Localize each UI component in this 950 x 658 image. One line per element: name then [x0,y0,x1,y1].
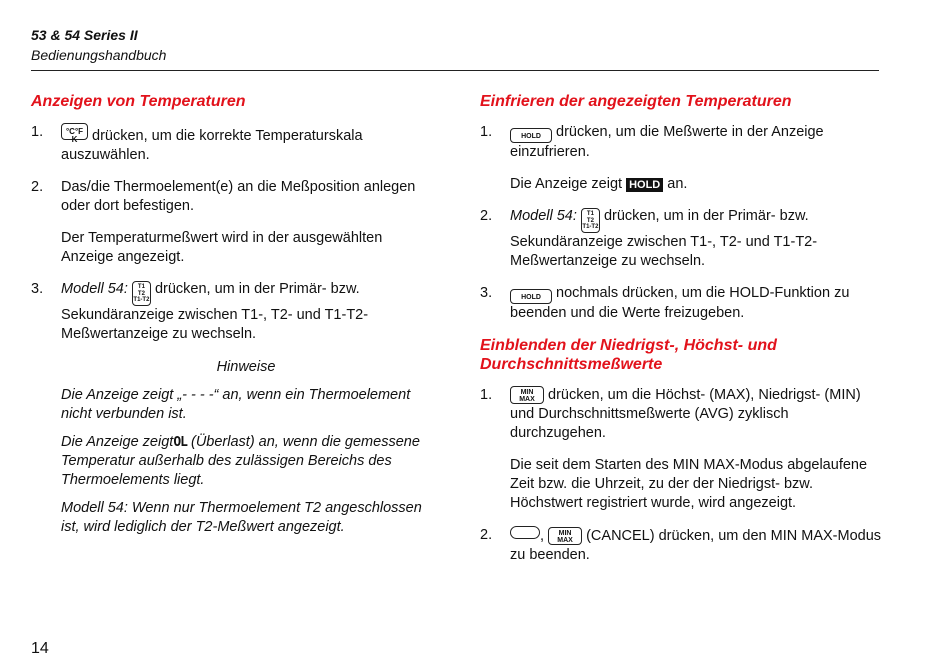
hold-key-icon: HOLD [510,289,552,304]
header-title: 53 & 54 Series II [31,27,138,43]
step-number: 2. [480,208,493,224]
t1-t2-key-icon: T1 T2 T1-T2 [581,208,600,233]
notes-title: Hinweise [216,359,276,375]
page-number: 14 [31,640,49,657]
hold-step-2 [480,207,885,271]
model-label: Modell 54: [510,208,577,224]
section-heading-hold: Einfrieren der angezeigten Temperaturen [480,93,792,110]
min-max-key-icon: MIN MAX [548,527,582,545]
step-number: 3. [480,285,493,301]
hold-step-1-note: Die Anzeige zeigt HOLD an. [510,176,688,192]
note-1: Die Anzeige zeigt „- - - -“ an, wenn ein Thermoelement nicht verbunden ist. [61,387,411,422]
step-text: Das/die Thermoelement(e) an die Meßposition anlegen oder dort befestigen. [61,179,416,214]
hold-step-3 [480,284,885,323]
section-heading-temperatures: Anzeigen von Temperaturen [31,93,246,110]
section-heading-minmax: Einblenden der Niedrigst-, Höchst- und Durchschnittsmeßwerte [480,337,777,373]
minmax-step-1-note: Die seit dem Starten des MIN MAX-Modus abgelaufene Zeit bzw. die Uhrzeit, zu der der Niedrigst- bzw. Höchstwert registriert wurde, wird angezeigt. [510,457,868,511]
step-text: drücken, um in der Primär- bzw. Sekundäranzeige zwischen T1-, T2- und T1-T2-Meßwertanzeige zu wechseln. [510,208,818,269]
blank-oval-key-icon [510,526,540,539]
step-3 [31,280,431,344]
step-2 [31,178,431,216]
note-3: Modell 54: Wenn nur Thermoelement T2 angeschlossen ist, wird lediglich der T2-Meßwert angezeigt. [61,500,422,535]
hold-display-badge: HOLD [626,178,663,192]
right-column [480,92,885,565]
step-2-note: Der Temperaturmeßwert wird in der ausgewählten Anzeige angezeigt. [61,230,383,265]
step-number: 1. [480,124,493,140]
step-text: drücken, um die Meßwerte in der Anzeige einzufrieren. [510,124,824,160]
separator: , [540,528,549,544]
step-number: 2. [480,527,493,543]
step-number: 1. [31,124,44,140]
step-text: nochmals drücken, um die HOLD-Funktion zu beenden und die Werte freizugeben. [510,285,850,321]
minmax-step-1 [480,386,885,443]
hold-step-1 [480,123,885,162]
step-text: (CANCEL) drücken, um den MIN MAX-Modus zu beenden. [510,528,882,563]
step-number: 1. [480,387,493,403]
header-subtitle: Bedienungshandbuch [31,47,167,63]
overload-symbol: OL [173,435,187,450]
step-1 [31,123,431,165]
hold-key-icon: HOLD [510,128,552,143]
minmax-step-2 [480,526,885,565]
scale-key-icon: °C°F K [61,123,88,140]
min-max-key-icon: MIN MAX [510,386,544,404]
step-number: 3. [31,281,44,297]
left-column [31,92,431,537]
t1-t2-key-icon: T1 T2 T1-T2 [132,281,151,306]
step-text: drücken, um in der Primär- bzw. Sekundäranzeige zwischen T1-, T2- und T1-T2-Meßwertanzeige zu wechseln. [61,281,369,342]
step-text: drücken, um die korrekte Temperaturskala auszuwählen. [61,128,363,163]
note-2: Die Anzeige zeigtOL (Überlast) an, wenn die gemessene Temperatur außerhalb des zulässigen Bereichs des Thermoelements liegt. [61,434,420,488]
header-rule [31,70,879,71]
step-text: drücken, um die Höchst- (MAX), Niedrigst- (MIN) und Durchschnittsmeßwerte (AVG) zyklisch durchzugehen. [510,387,861,441]
step-number: 2. [31,179,44,195]
model-label: Modell 54: [61,281,128,297]
